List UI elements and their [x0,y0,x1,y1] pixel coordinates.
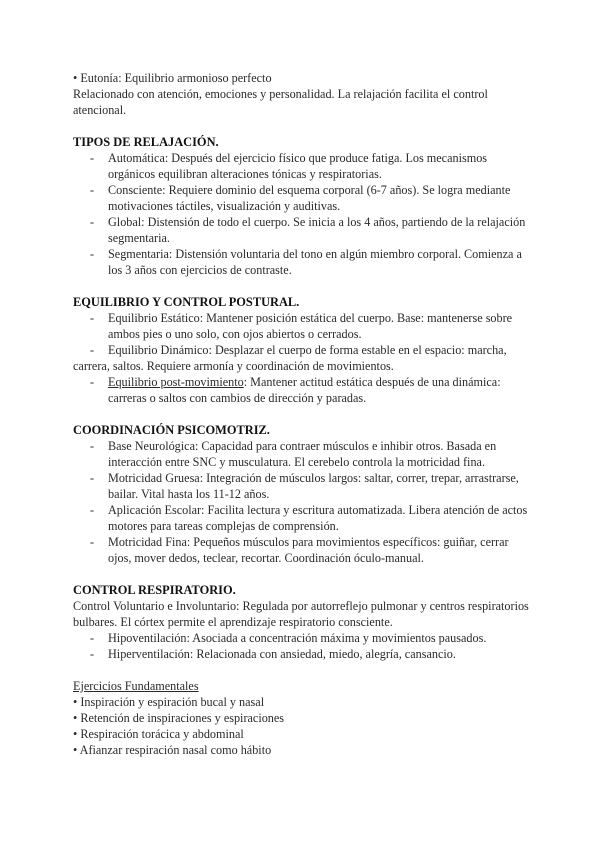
dash-marker: - [90,215,95,229]
dash-marker: - [90,343,95,357]
list-item [73,646,533,662]
dash-marker: - [90,375,95,389]
dash-marker: - [90,503,95,517]
relajacion-list [73,150,533,278]
dash-marker: - [90,151,95,165]
heading-equilibrio: EQUILIBRIO Y CONTROL POSTURAL. [73,295,300,309]
coordinacion-gruesa: Motricidad Gruesa: Integración de músculos largos: saltar, correr, trepar, arrastrarse, bailar. Vital hasta los 11-12 años. [108,471,519,501]
ejercicios-title: Ejercicios Fundamentales [73,679,199,693]
heading-respiratorio: CONTROL RESPIRATORIO. [73,583,236,597]
spacer [73,406,533,422]
equilibrio-estatico: Equilibrio Estático: Mantener posición estática del cuerpo. Base: mantenerse sobre ambos pies o uno solo, con ojos abiertos o cerrados. [108,311,513,341]
ejercicio-item: • Respiración torácica y abdominal [73,727,244,741]
heading-coordinacion: COORDINACIÓN PSICOMOTRIZ. [73,423,270,437]
respiratorio-intro: Control Voluntario e Involuntario: Regulada por autorreflejo pulmonar y centros respiratorios bulbares. El córtex permite el aprendizaje respiratorio consciente. [73,599,529,629]
equilibrio-list [73,310,533,406]
relation-paragraph: Relacionado con atención, emociones y personalidad. La relajación facilita el control atencional. [73,87,488,117]
coordinacion-escolar: Aplicación Escolar: Facilita lectura y escritura automatizada. Libera atención de actos motores para tareas complejas de comprensión. [108,503,528,533]
list-item [73,246,533,278]
respiratorio-hipo: Hipoventilación: Asociada a concentración máxima y movimientos pausados. [108,631,487,645]
eutonia-line: • Eutonía: Equilibrio armonioso perfecto [73,71,272,85]
coordinacion-list [73,438,533,566]
spacer [73,566,533,582]
list-item [73,342,533,374]
list-item [73,374,533,406]
document-page [73,70,533,758]
ejercicio-item: • Inspiración y espiración bucal y nasal [73,695,265,709]
dash-marker: - [90,647,95,661]
relajacion-segmentaria: Segmentaria: Distensión voluntaria del tono en algún miembro corporal. Comienza a los 3 años con ejercicios de contraste. [108,247,522,277]
list-item [73,214,533,246]
list-item [73,630,533,646]
dash-marker: - [90,631,95,645]
dash-marker: - [90,471,95,485]
spacer [73,662,533,678]
list-item [73,310,533,342]
relajacion-consciente: Consciente: Requiere dominio del esquema corporal (6-7 años). Se logra mediante motivaciones táctiles, visualización y auditivas. [108,183,511,213]
dash-marker: - [90,535,95,549]
list-item [73,470,533,502]
dash-marker: - [90,311,95,325]
heading-relajacion: TIPOS DE RELAJACIÓN. [73,135,219,149]
equilibrio-post-term: Equilibrio post-movimiento [108,375,244,389]
list-item [73,534,533,566]
list-item [73,150,533,182]
respiratorio-hiper: Hiperventilación: Relacionada con ansiedad, miedo, alegría, cansancio. [108,647,456,661]
list-item [73,182,533,214]
spacer [73,278,533,294]
ejercicio-item: • Afianzar respiración nasal como hábito [73,743,272,757]
relajacion-automatica: Automática: Después del ejercicio físico que produce fatiga. Los mecanismos orgánicos equilibran alteraciones tónicas y respiratorias. [108,151,488,181]
equilibrio-dinamico: Equilibrio Dinámico: Desplazar el cuerpo de forma estable en el espacio: marcha, carrera, saltos. Requiere armonía y coordinación de movimientos. [73,343,507,373]
ejercicio-item: • Retención de inspiraciones y espiraciones [73,711,285,725]
dash-marker: - [90,439,95,453]
coordinacion-base: Base Neurológica: Capacidad para contraer músculos e inhibir otros. Basada en interacción entre SNC y musculatura. El cerebelo controla la motricidad fina. [108,439,497,469]
coordinacion-fina: Motricidad Fina: Pequeños músculos para movimientos específicos: guiñar, cerrar ojos, mover dedos, teclear, recortar. Coordinación óculo-manual. [108,535,509,565]
relajacion-global: Global: Distensión de todo el cuerpo. Se inicia a los 4 años, partiendo de la relajación segmentaria. [108,215,526,245]
spacer [73,118,533,134]
dash-marker: - [90,247,95,261]
respiratorio-list [73,630,533,662]
equilibrio-post-text: : Mantener actitud estática después de una dinámica: carreras o saltos con cambios de dirección y paradas. [108,375,501,405]
dash-marker: - [90,183,95,197]
list-item [73,502,533,534]
list-item [73,438,533,470]
